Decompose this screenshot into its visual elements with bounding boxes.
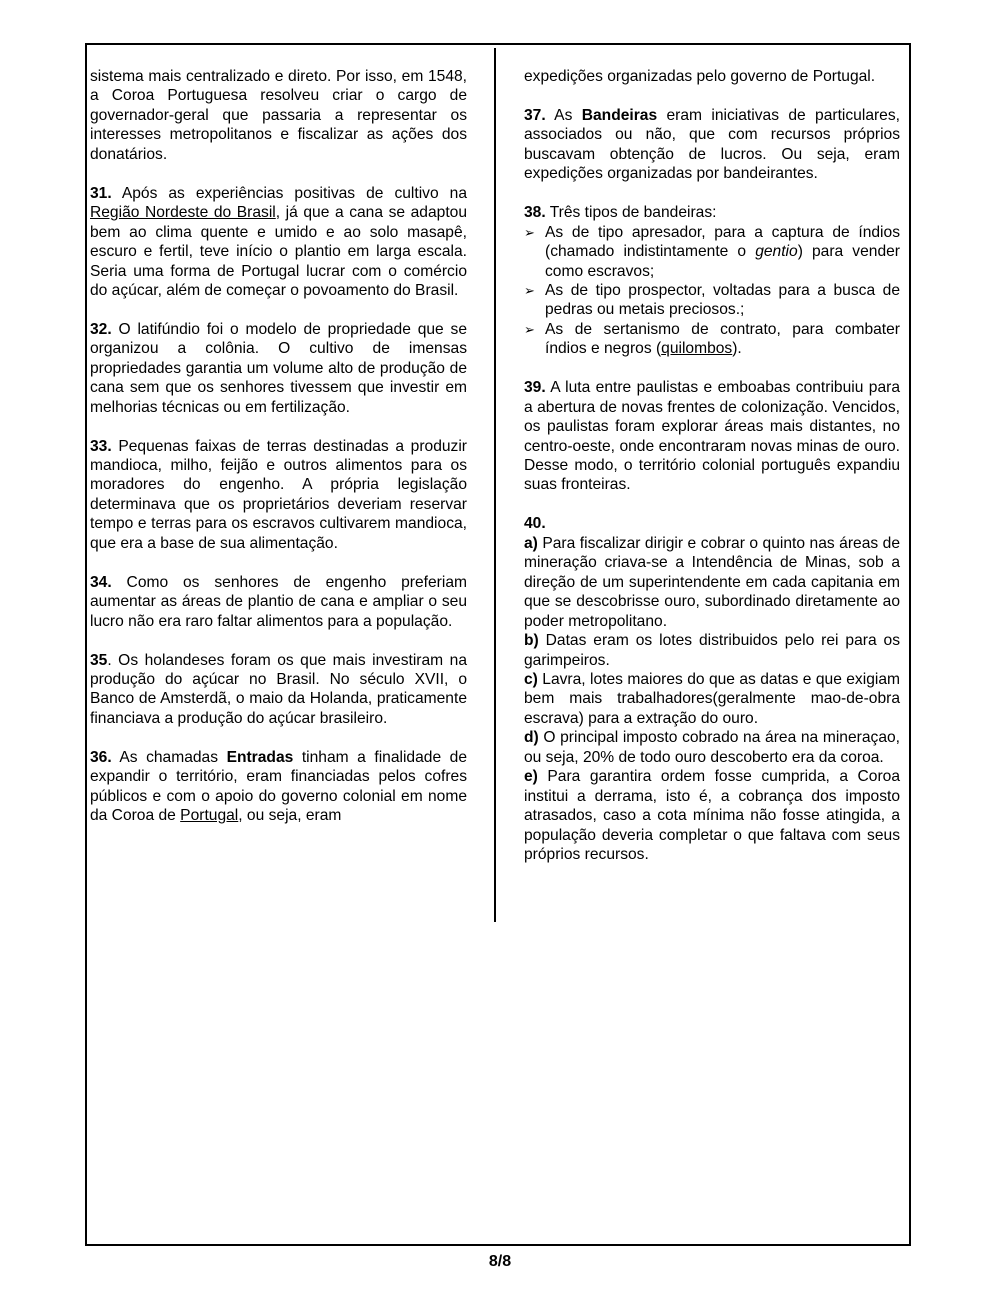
page-number: 8/8 <box>488 1253 512 1270</box>
item-number: 38. <box>524 204 546 222</box>
paragraph-text: Datas eram os lotes distribuidos pelo rei para os garimpeiros. <box>524 632 900 669</box>
item-number: 31. <box>90 184 112 202</box>
bold-term: Entradas <box>226 748 294 766</box>
list-item-text: As de tipo prospector, voltadas para a busca de pedras ou metais preciosos.; <box>545 281 900 319</box>
arrow-bullet-icon: ➢ <box>524 282 535 298</box>
list-item <box>524 223 900 281</box>
item-number: 37. <box>524 106 546 124</box>
list-item-text: ). <box>732 340 742 358</box>
item-number: 35 <box>90 651 108 669</box>
paragraph-31 <box>90 184 467 301</box>
column-divider <box>494 48 496 922</box>
subitem-label: b) <box>524 632 539 650</box>
paragraph-text: eram iniciativas de particulares, associados ou não, que com recursos próprios buscavam obtenção de lucros. Ou seja, eram expedições organizadas por bandeirantes. <box>524 106 900 183</box>
paragraph-33 <box>90 437 467 554</box>
paragraph-text: expedições organizadas pelo governo de Portugal. <box>524 68 876 85</box>
list-item-text: ) para vender como escravos; <box>545 243 900 280</box>
paragraph-text: Como os senhores de engenho preferiam aumentar as áreas de plantio de cana e ampliar o seu lucro não era raro faltar alimentos para a população. <box>90 573 467 630</box>
bold-term: Bandeiras <box>581 106 658 124</box>
paragraph-text: As chamadas <box>111 748 227 766</box>
paragraph-40c <box>524 670 900 728</box>
paragraph-35 <box>90 651 467 729</box>
paragraph-text: Para garantira ordem fosse cumprida, a Coroa institui a derrama, isto é, a cobrança dos imposto atrasados, caso a cota mínima não fosse atingida, a população deveria completar o que faltava com seus próprios recursos. <box>524 768 900 864</box>
list-item <box>524 320 900 359</box>
item-number: 36. <box>90 748 112 766</box>
underlined-term: Região Nordeste do Brasil <box>90 204 276 222</box>
paragraph-39 <box>524 378 900 495</box>
bandeiras-list <box>524 223 900 359</box>
paragraph-text: tinham a finalidade de expandir o território, eram financiadas pelos cofres públicos e com o apoio do governo colonial em nome da Coroa de <box>90 748 467 825</box>
subitem-label: d) <box>524 729 539 747</box>
item-number: 39. <box>524 379 546 397</box>
paragraph-text: As <box>545 106 582 124</box>
item-number: 40. <box>524 515 546 533</box>
paragraph-text: sistema mais centralizado e direto. Por isso, em 1548, a Coroa Portuguesa resolveu criar o cargo de governador-geral que passaria a representar os interesses metropolitanos e fiscalizar as ações dos donatários. <box>90 68 467 163</box>
paragraph-text: Lavra, lotes maiores do que as datas e que exigiam bem mais trabalhadores(geralmente mao-de-obra escrava) para a extração do ouro. <box>524 670 900 727</box>
paragraph-text: A luta entre paulistas e emboabas contribuiu para a abertura de novas frentes de colonização. Vencidos, os paulistas foram explorar áreas mais distantes, no centro-oeste, onde encontraram novas minas de ouro. Desse modo, o território colonial português expandiu suas fronteiras. <box>524 379 900 494</box>
list-item <box>524 281 900 320</box>
item-number: 34. <box>90 573 112 591</box>
list-item-text: As de tipo apresador, para a captura de índios (chamado indistintamente o <box>545 223 900 261</box>
list-item-text: As de sertanismo de contrato, para combater índios e negros ( <box>545 320 900 358</box>
paragraph-37 <box>524 106 900 184</box>
paragraph-text: Para fiscalizar dirigir e cobrar o quinto nas áreas de mineração criava-se a Intendência de Minas, sob a direção de um superintendente em cada capitania em que se descobrisse ouro, subordinado diretamente ao poder metropolitano. <box>524 534 900 630</box>
paragraph-40b <box>524 631 900 670</box>
item-number: 32. <box>90 320 112 338</box>
paragraph-text: O latifúndio foi o modelo de propriedade que se organizou a colônia. O cultivo de imensas propriedades garantia um volume alto de produção de cana sem que os senhores tivessem que investir em melhorias técnicas ou em fertilização. <box>90 320 467 416</box>
paragraph-32 <box>90 320 467 417</box>
left-column <box>90 67 467 826</box>
paragraph-40d <box>524 728 900 767</box>
arrow-bullet-icon: ➢ <box>524 224 535 240</box>
underlined-term: quilombos <box>661 340 733 358</box>
paragraph-text: Pequenas faixas de terras destinadas a produzir mandioca, milho, feijão e outros alimentos para os moradores do engenho. A própria legislação determinava que os proprietários deveriam reservar tempo e terras para os escravos cultivarem mandioca, que era a base de sua alimentação. <box>90 437 467 552</box>
paragraph-text: Após as experiências positivas de cultivo na <box>111 184 467 202</box>
paragraph-text: Três tipos de bandeiras: <box>545 204 717 222</box>
paragraph-text: O principal imposto cobrado na área na mineraçao, ou seja, 20% de todo ouro descoberto era da coroa. <box>524 729 900 766</box>
paragraph-text: , já que a cana se adaptou bem ao clima quente e umido e ao solo masapê, escuro e fertil, teve início o plantio em larga escala. Seria uma forma de Portugal lucrar com o comércio do açúcar, além de começar o povoamento do Brasil. <box>90 204 467 299</box>
subitem-label: c) <box>524 670 538 688</box>
paragraph-34 <box>90 573 467 631</box>
paragraph-38 <box>524 203 900 222</box>
subitem-label: e) <box>524 768 538 786</box>
subitem-label: a) <box>524 534 538 552</box>
underlined-term: Portugal <box>180 807 239 825</box>
paragraph-40a <box>524 534 900 631</box>
paragraph-36 <box>90 748 467 826</box>
right-column <box>524 67 900 865</box>
arrow-bullet-icon: ➢ <box>524 321 535 337</box>
paragraph-text: . Os holandeses foram os que mais investiram na produção do açúcar no Brasil. No século XVII, o Banco de Amsterdã, o maio da Holanda, praticamente financiava a produção do açúcar brasileiro. <box>90 651 467 727</box>
item-number: 33. <box>90 437 112 455</box>
paragraph-40-heading <box>524 514 900 533</box>
paragraph-40e <box>524 767 900 864</box>
paragraph-30-continuation <box>90 67 467 164</box>
paragraph-text: , ou seja, eram <box>238 807 342 825</box>
italic-term: gentio <box>755 243 798 261</box>
paragraph-36-continuation <box>524 67 900 86</box>
